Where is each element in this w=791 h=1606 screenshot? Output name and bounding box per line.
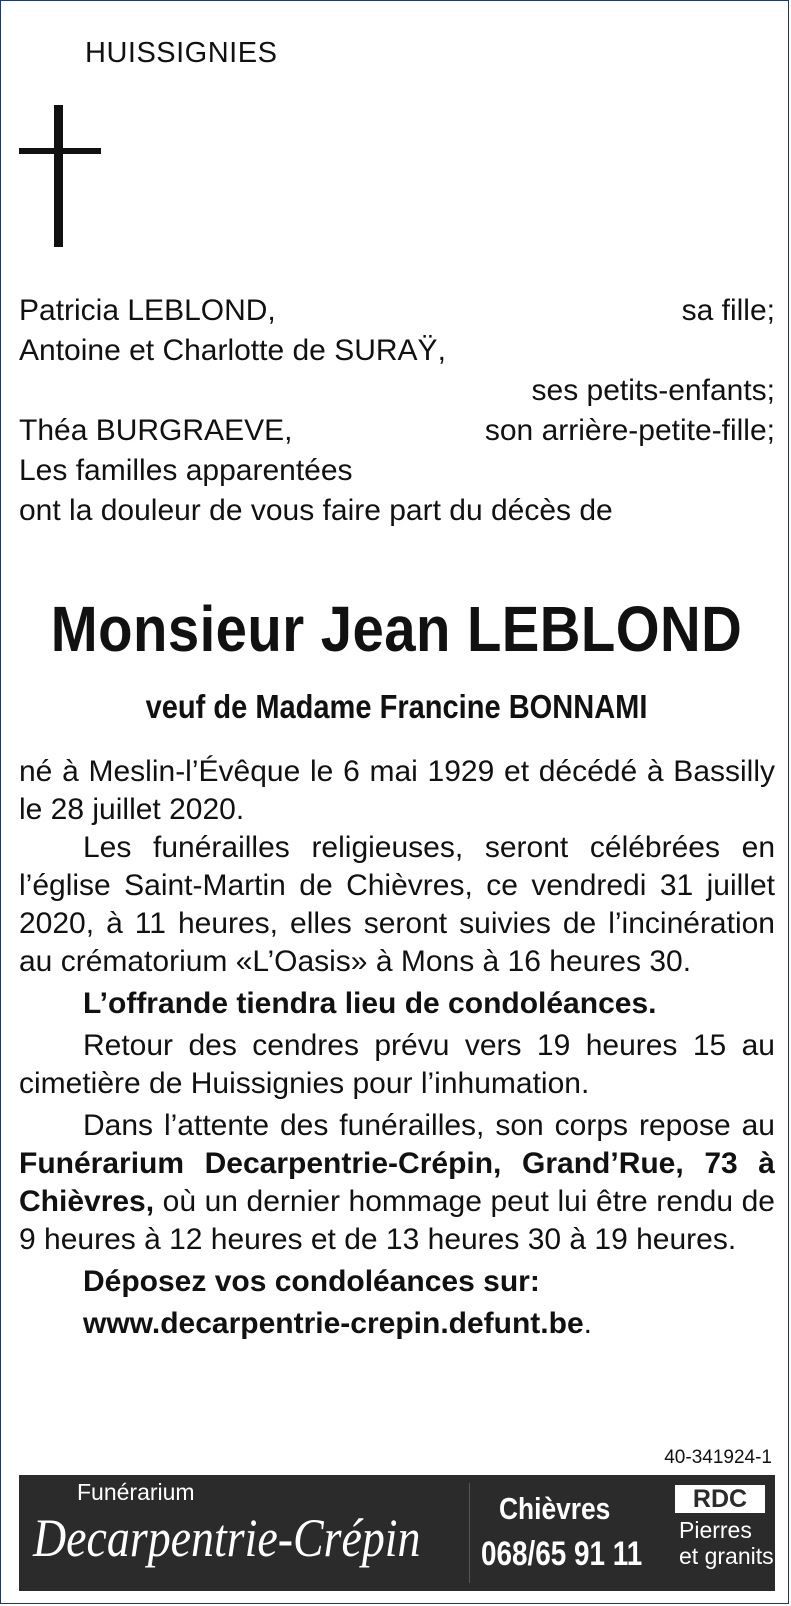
- rdc-tagline-line-2: et granits: [679, 1543, 774, 1569]
- funerarium-label: Funérarium: [77, 1479, 195, 1505]
- funeral-home-banner: [19, 1475, 775, 1591]
- offering-paragraph: [19, 985, 775, 1023]
- family-name: Patricia LEBLOND,: [19, 294, 276, 327]
- offering-text: L’offrande tiendra lieu de condoléances.: [83, 987, 657, 1020]
- family-relation: son arrière-petite-fille;: [484, 414, 775, 447]
- funerarium-city: Chièvres: [499, 1491, 611, 1526]
- family-relation: ses petits-enfants;: [531, 374, 775, 407]
- family-name: Théa BURGRAEVE,: [19, 414, 293, 447]
- repose-place: Funérarium Decarpentrie-Crépin, Grand’Rue, 73 à Chièvres,: [19, 1147, 775, 1218]
- ashes-paragraph: Retour des cendres prévu vers 19 heures 15 au cimetière de Huissignies pour l’inhumation.: [19, 1029, 775, 1100]
- repose-paragraph: [19, 1107, 775, 1259]
- birth-death-paragraph: né à Meslin-l’Évêque le 6 mai 1929 et décédé à Bassilly le 28 juillet 2020.: [19, 755, 775, 826]
- repose-text-before: Dans l’attente des funérailles, son corps repose au: [83, 1109, 775, 1142]
- rdc-tagline: [679, 1517, 774, 1569]
- funerarium-name: Decarpentrie-Crépin: [33, 1508, 421, 1568]
- family-row: [19, 331, 775, 371]
- funeral-paragraph: Les funérailles religieuses, seront célébrées en l’église Saint-Martin de Chièvres, ce vendredi 31 juillet 2020, à 11 heures, elles seront suivies de l’incinération au crématorium «L’Oasis» à Mons à 16 heures 30.: [19, 831, 775, 978]
- funerarium-phone: 068/65 91 11: [481, 1535, 643, 1573]
- family-name: Les familles apparentées: [19, 454, 353, 487]
- family-relation: sa fille;: [681, 294, 775, 327]
- cross-icon: [19, 105, 101, 247]
- rdc-tagline-line-1: Pierres: [679, 1517, 752, 1543]
- deceased-name: Monsieur Jean LEBLOND: [50, 593, 743, 665]
- condolences-label-text: Déposez vos condoléances sur:: [83, 1265, 540, 1298]
- locality-heading: HUISSIGNIES: [85, 37, 278, 69]
- family-row: [19, 451, 775, 491]
- url-period: .: [583, 1307, 592, 1340]
- family-row: [19, 371, 775, 411]
- notice-body: [19, 753, 775, 1343]
- family-name: Antoine et Charlotte de SURAŸ,: [19, 334, 446, 367]
- rdc-logo: RDC: [675, 1485, 765, 1513]
- banner-divider: [469, 1483, 470, 1583]
- condolences-url-line: [19, 1305, 775, 1343]
- condolences-label: [19, 1263, 775, 1301]
- family-list: [19, 291, 775, 531]
- family-name: ont la douleur de vous faire part du décès de: [19, 494, 613, 527]
- condolences-url[interactable]: www.decarpentrie-crepin.defunt.be: [83, 1307, 584, 1340]
- spouse-line: veuf de Madame Francine BONNAMI: [145, 688, 648, 725]
- family-row: [19, 491, 775, 531]
- family-row: [19, 291, 775, 331]
- reference-number: 40-341924-1: [664, 1447, 772, 1468]
- repose-text-after: où un dernier hommage peut lui être rendu de 9 heures à 12 heures et de 13 heures 30 à 19 heures.: [19, 1185, 775, 1256]
- family-row: [19, 411, 775, 451]
